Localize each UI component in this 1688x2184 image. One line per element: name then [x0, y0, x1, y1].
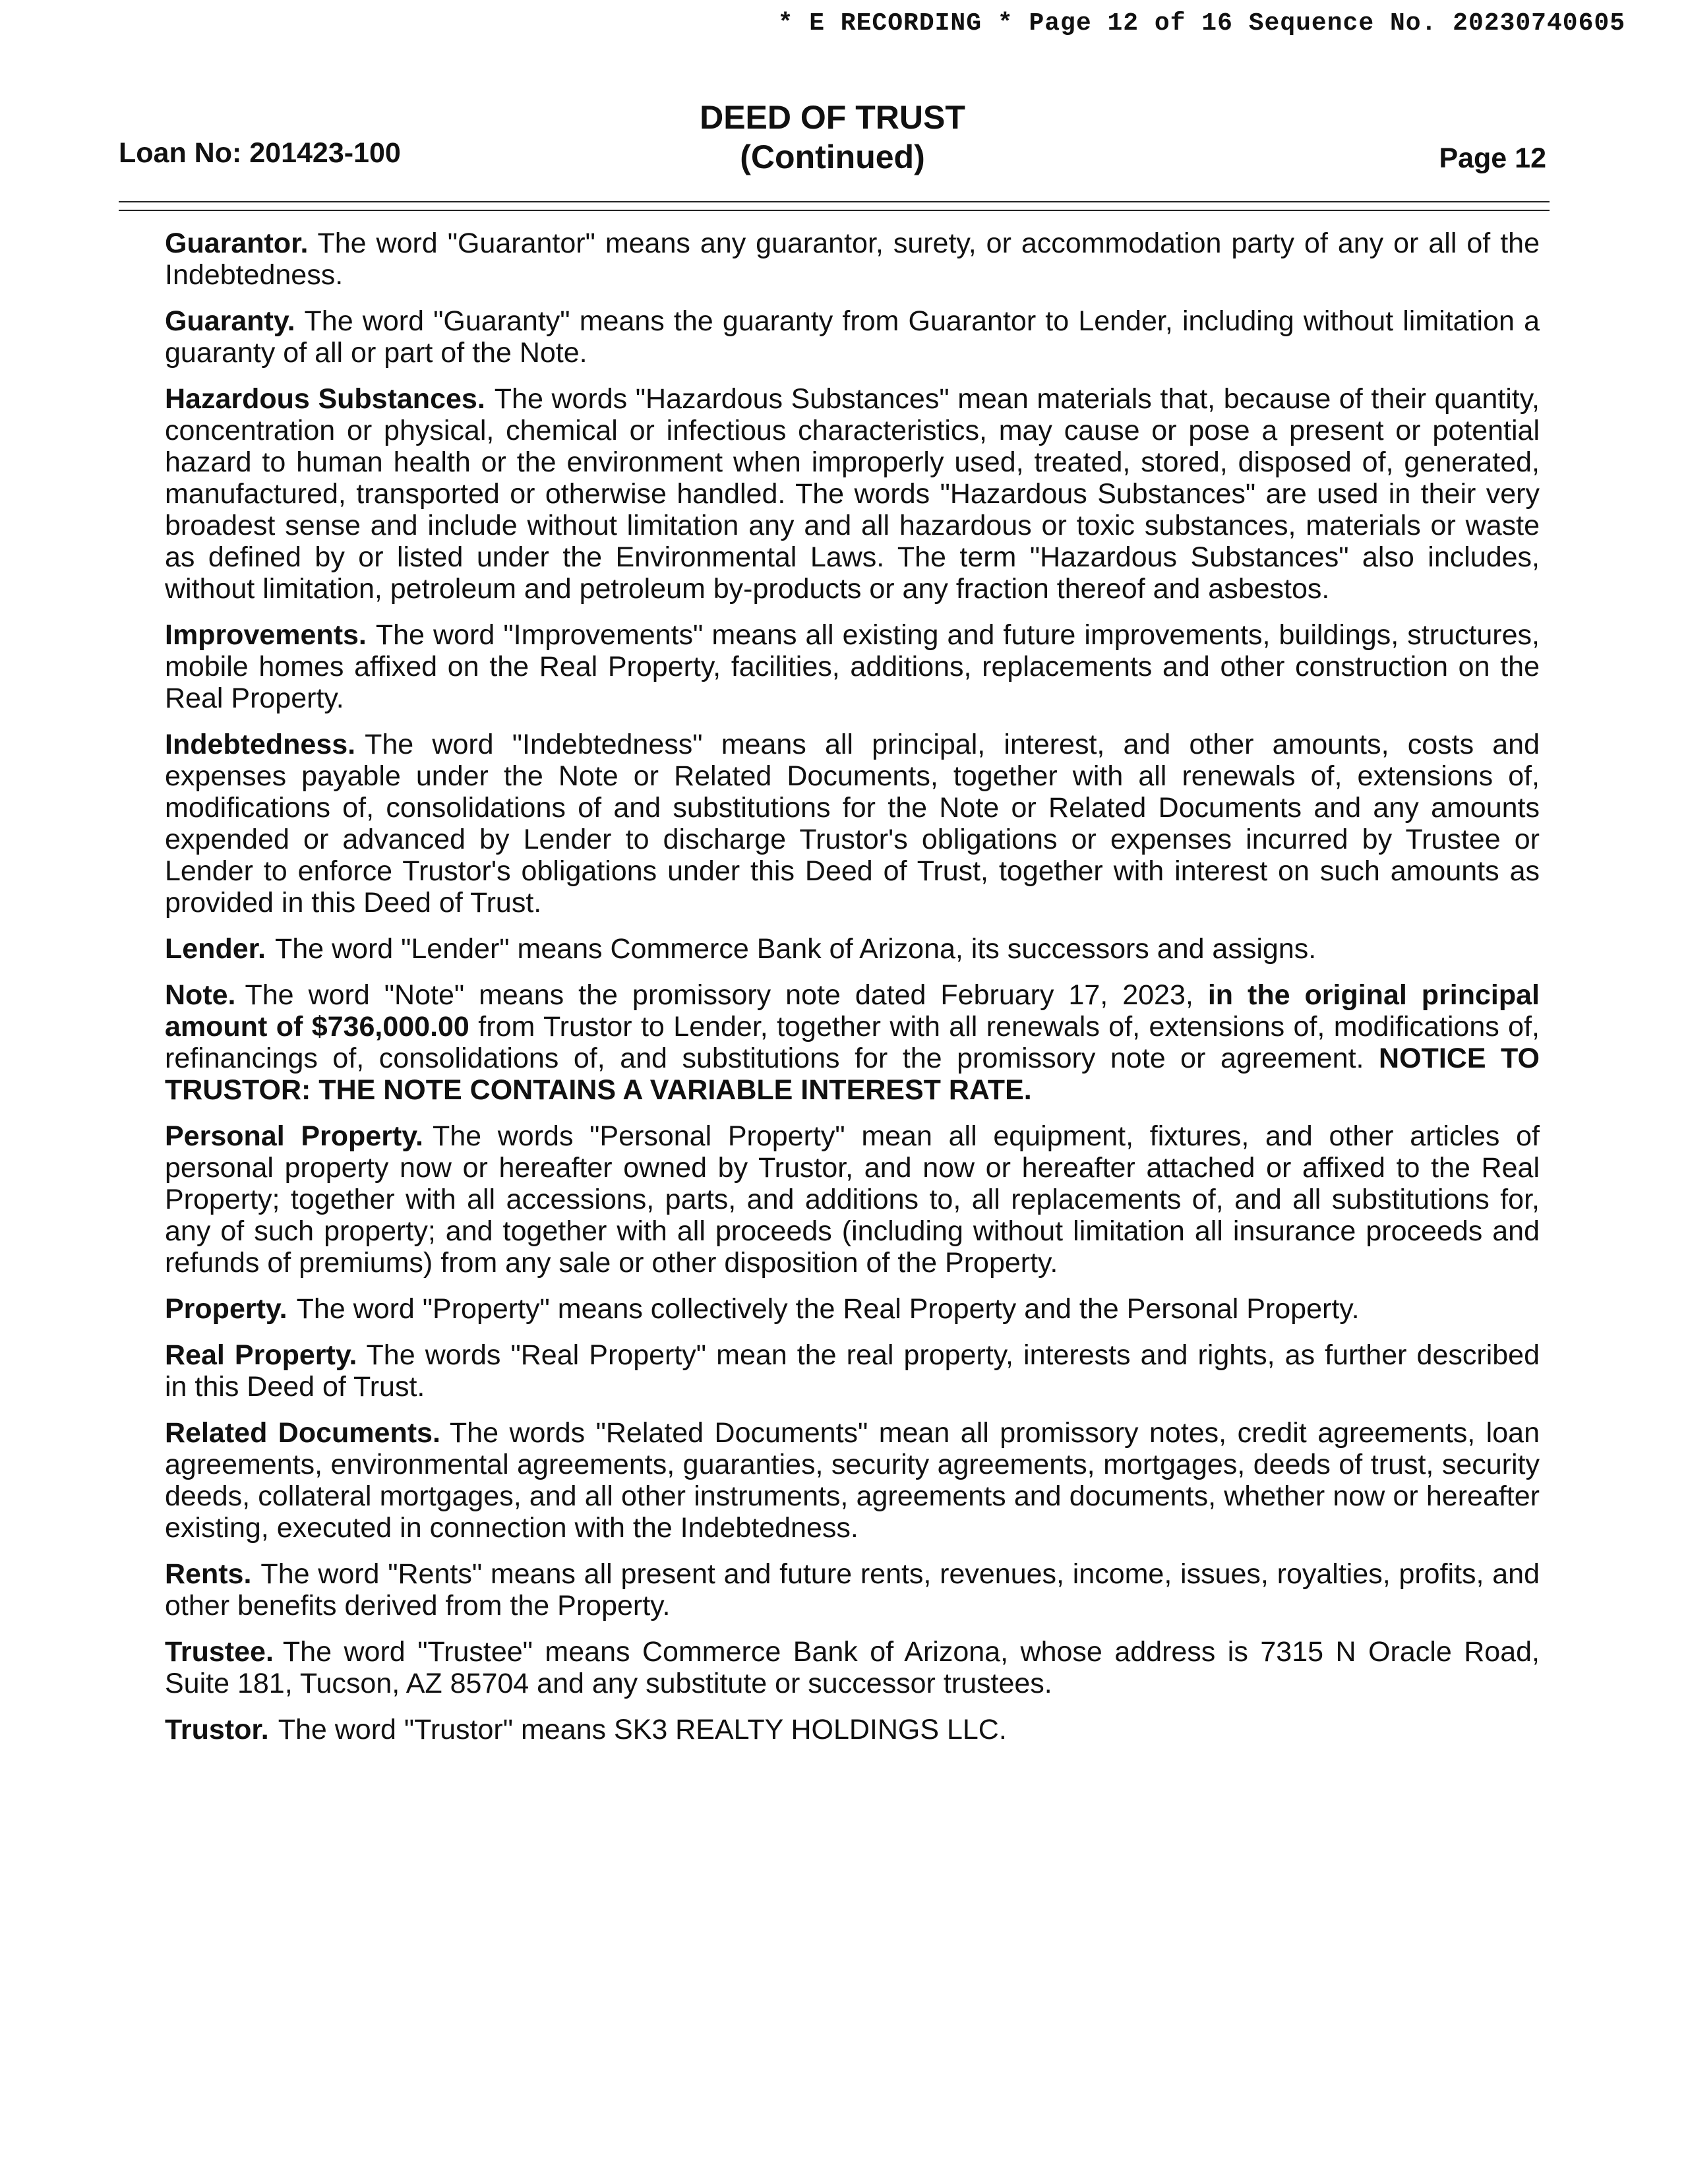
term-text: The word "Trustee" means Commerce Bank of Arizona, whose address is 7315 N Oracle Road, Suite 181, Tucson, AZ 85704 and any substitute or successor trustees. — [165, 1636, 1540, 1699]
term-label: Property. — [165, 1293, 287, 1325]
term-text: The word "Rents" means all present and future rents, revenues, income, issues, royalties, profits, and other benefits derived from the Property. — [165, 1558, 1540, 1622]
term-label: Lender. — [165, 933, 266, 965]
term-label: Hazardous Substances. — [165, 383, 485, 415]
definition-trustor — [165, 1714, 1540, 1745]
term-label: Related Documents. — [165, 1417, 440, 1449]
definition-guarantor — [165, 228, 1540, 291]
header-rule-top — [119, 201, 1550, 202]
header-rule-bottom — [119, 210, 1550, 211]
term-text: The words "Related Documents" mean all promissory notes, credit agreements, loan agreements, environmental agreements, guaranties, security agreements, mortgages, deeds of trust, security deeds, collateral mortgages, and all other instruments, agreements and documents, whether now or hereafter existing, executed in connection with the Indebtedness. — [165, 1417, 1540, 1544]
term-label: Rents. — [165, 1558, 252, 1590]
term-label: Indebtedness. — [165, 729, 356, 760]
term-label: Guarantor. — [165, 228, 309, 259]
definitions-body — [165, 228, 1540, 1760]
term-text: The word "Guaranty" means the guaranty from Guarantor to Lender, including without limitation a guaranty of all or part of the Note. — [165, 305, 1540, 369]
term-text: The word "Lender" means Commerce Bank of Arizona, its successors and assigns. — [274, 933, 1317, 965]
principal-amount: in the original principal amount of $736,000.00 — [165, 979, 1540, 1043]
term-label: Note. — [165, 979, 236, 1011]
definition-indebtedness — [165, 729, 1540, 919]
definition-hazardous-substances — [165, 383, 1540, 605]
definition-improvements — [165, 619, 1540, 714]
definition-personal-property — [165, 1120, 1540, 1279]
term-text: The word "Guarantor" means any guarantor, surety, or accommodation party of any or all of the Indebtedness. — [165, 228, 1540, 291]
term-text: The word "Trustor" means SK3 REALTY HOLDINGS LLC. — [278, 1714, 1007, 1745]
term-text: The word "Indebtedness" means all principal, interest, and other amounts, costs and expenses payable under the Note or Related Documents, together with all renewals of, extensions of, modifications of, consolidations of and substitutions for the Note or Related Documents and any amounts expended or advanced by Lender to discharge Trustor's obligations or expenses incurred by Trustee or Lender to enforce Trustor's obligations under this Deed of Trust, together with interest on such amounts as provided in this Deed of Trust. — [165, 729, 1540, 919]
recording-stamp: * E RECORDING * Page 12 of 16 Sequence No. 20230740605 — [777, 9, 1625, 38]
term-label: Guaranty. — [165, 305, 295, 337]
term-text-continued: from Trustor to Lender, together with all renewals of, extensions of, modifications of, refinancings of, consolidations of, and substitutions for the promissory note or agreement. — [165, 1011, 1540, 1074]
term-text: The words "Real Property" mean the real property, interests and rights, as further described in this Deed of Trust. — [165, 1339, 1540, 1403]
term-text: The word "Improvements" means all existing and future improvements, buildings, structures, mobile homes affixed on the Real Property, facilities, additions, replacements and other construction on the Real Property. — [165, 619, 1540, 714]
term-label: Personal Property. — [165, 1120, 423, 1152]
term-text: The words "Hazardous Substances" mean materials that, because of their quantity, concentration or physical, chemical or infectious characteristics, may cause or pose a present or potential hazard to human health or the environment when improperly used, treated, stored, disposed of, generated, manufactured, transported or otherwise handled. The words "Hazardous Substances" are used in their very broadest sense and include without limitation any and all hazardous or toxic substances, materials or waste as defined by or listed under the Environmental Laws. The term "Hazardous Substances" also includes, without limitation, petroleum and petroleum by-products or any fraction thereof and asbestos. — [165, 383, 1540, 605]
term-label: Real Property. — [165, 1339, 357, 1371]
definition-property — [165, 1293, 1540, 1325]
title-line-2: (Continued) — [740, 138, 925, 175]
term-label: Trustor. — [165, 1714, 269, 1745]
term-label: Improvements. — [165, 619, 367, 651]
definition-note — [165, 979, 1540, 1106]
term-text: The word "Property" means collectively the Real Property and the Personal Property. — [296, 1293, 1360, 1325]
term-label: Trustee. — [165, 1636, 274, 1668]
loan-number: Loan No: 201423-100 — [119, 137, 401, 169]
definition-related-documents — [165, 1417, 1540, 1544]
term-text: The word "Note" means the promissory note dated February 17, 2023, — [245, 979, 1193, 1011]
definition-rents — [165, 1558, 1540, 1622]
document-title — [119, 98, 1546, 177]
page-number: Page 12 — [1439, 142, 1546, 174]
term-text: The words "Personal Property" mean all equipment, fixtures, and other articles of personal property now or hereafter owned by Trustor, and now or hereafter attached or affixed to the Real Property; together with all accessions, parts, and additions to, all replacements of, and all substitutions for, any of such property; and together with all proceeds (including without limitation all insurance proceeds and refunds of premiums) from any sale or other disposition of the Property. — [165, 1120, 1540, 1279]
definition-real-property — [165, 1339, 1540, 1403]
definition-trustee — [165, 1636, 1540, 1699]
definition-lender — [165, 933, 1540, 965]
definition-guaranty — [165, 305, 1540, 369]
page-header — [119, 98, 1546, 183]
variable-rate-notice: NOTICE TO TRUSTOR: THE NOTE CONTAINS A VARIABLE INTEREST RATE. — [165, 1043, 1540, 1106]
title-line-1: DEED OF TRUST — [700, 99, 965, 136]
